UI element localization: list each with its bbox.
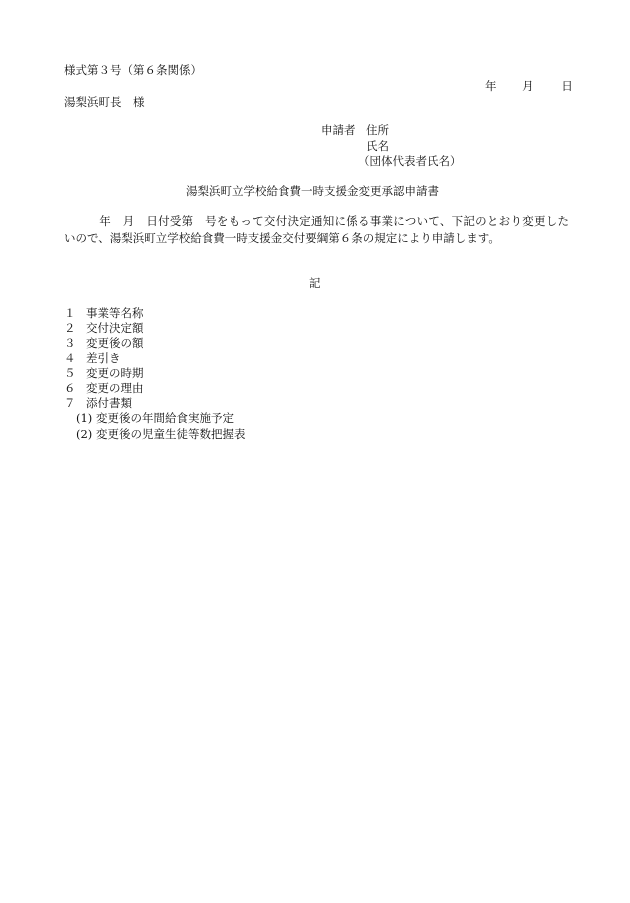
list-item-label: 変更の時期 [86,366,144,380]
list-item-number: ３ [64,336,76,350]
date-day: 日 [561,79,573,93]
list-item [64,336,144,350]
date-month: 月 [522,79,534,93]
document-title: 湯梨浜町立学校給食費一時支援金変更承認申請書 [186,184,439,198]
address-label: 住所 [366,123,389,137]
list-item-label: 交付決定額 [86,321,144,335]
name-label: 氏名 [366,139,389,153]
list-item [64,366,144,380]
attachment-item: (2) 変更後の児童生徒等数把握表 [76,427,246,441]
list-item-label: 変更後の額 [86,336,144,350]
list-item-label: 添付書類 [86,396,132,410]
list-item-number: ４ [64,351,76,365]
addressee: 湯梨浜町長 様 [64,95,145,109]
date-line [485,79,573,93]
list-item [64,396,132,410]
applicant-label: 申請者 [321,123,356,137]
list-item-label: 変更の理由 [86,381,144,395]
list-item [64,381,144,395]
list-item-label: 差引き [86,351,121,365]
representative-label: （団体代表者氏名） [358,154,462,168]
attachment-item: (1) 変更後の年間給食実施予定 [76,411,234,425]
list-item-number: １ [64,306,76,320]
list-item [64,351,121,365]
body-paragraph: 年 月 日付受第 号をもって交付決定通知に係る事業について、下記のとおり変更したいので、湯梨浜町立学校給食費一時支援金交付要綱第６条の規定により申請します。 [64,214,569,245]
list-item-number: ６ [64,381,76,395]
list-item [64,306,144,320]
list-item [64,321,144,335]
list-item-label: 事業等名称 [86,306,144,320]
form-number: 様式第３号（第６条関係） [64,63,202,77]
list-item-number: ２ [64,321,76,335]
list-item-number: ５ [64,366,76,380]
date-year: 年 [485,79,497,93]
ki-heading: 記 [309,276,321,290]
list-item-number: ７ [64,396,76,410]
